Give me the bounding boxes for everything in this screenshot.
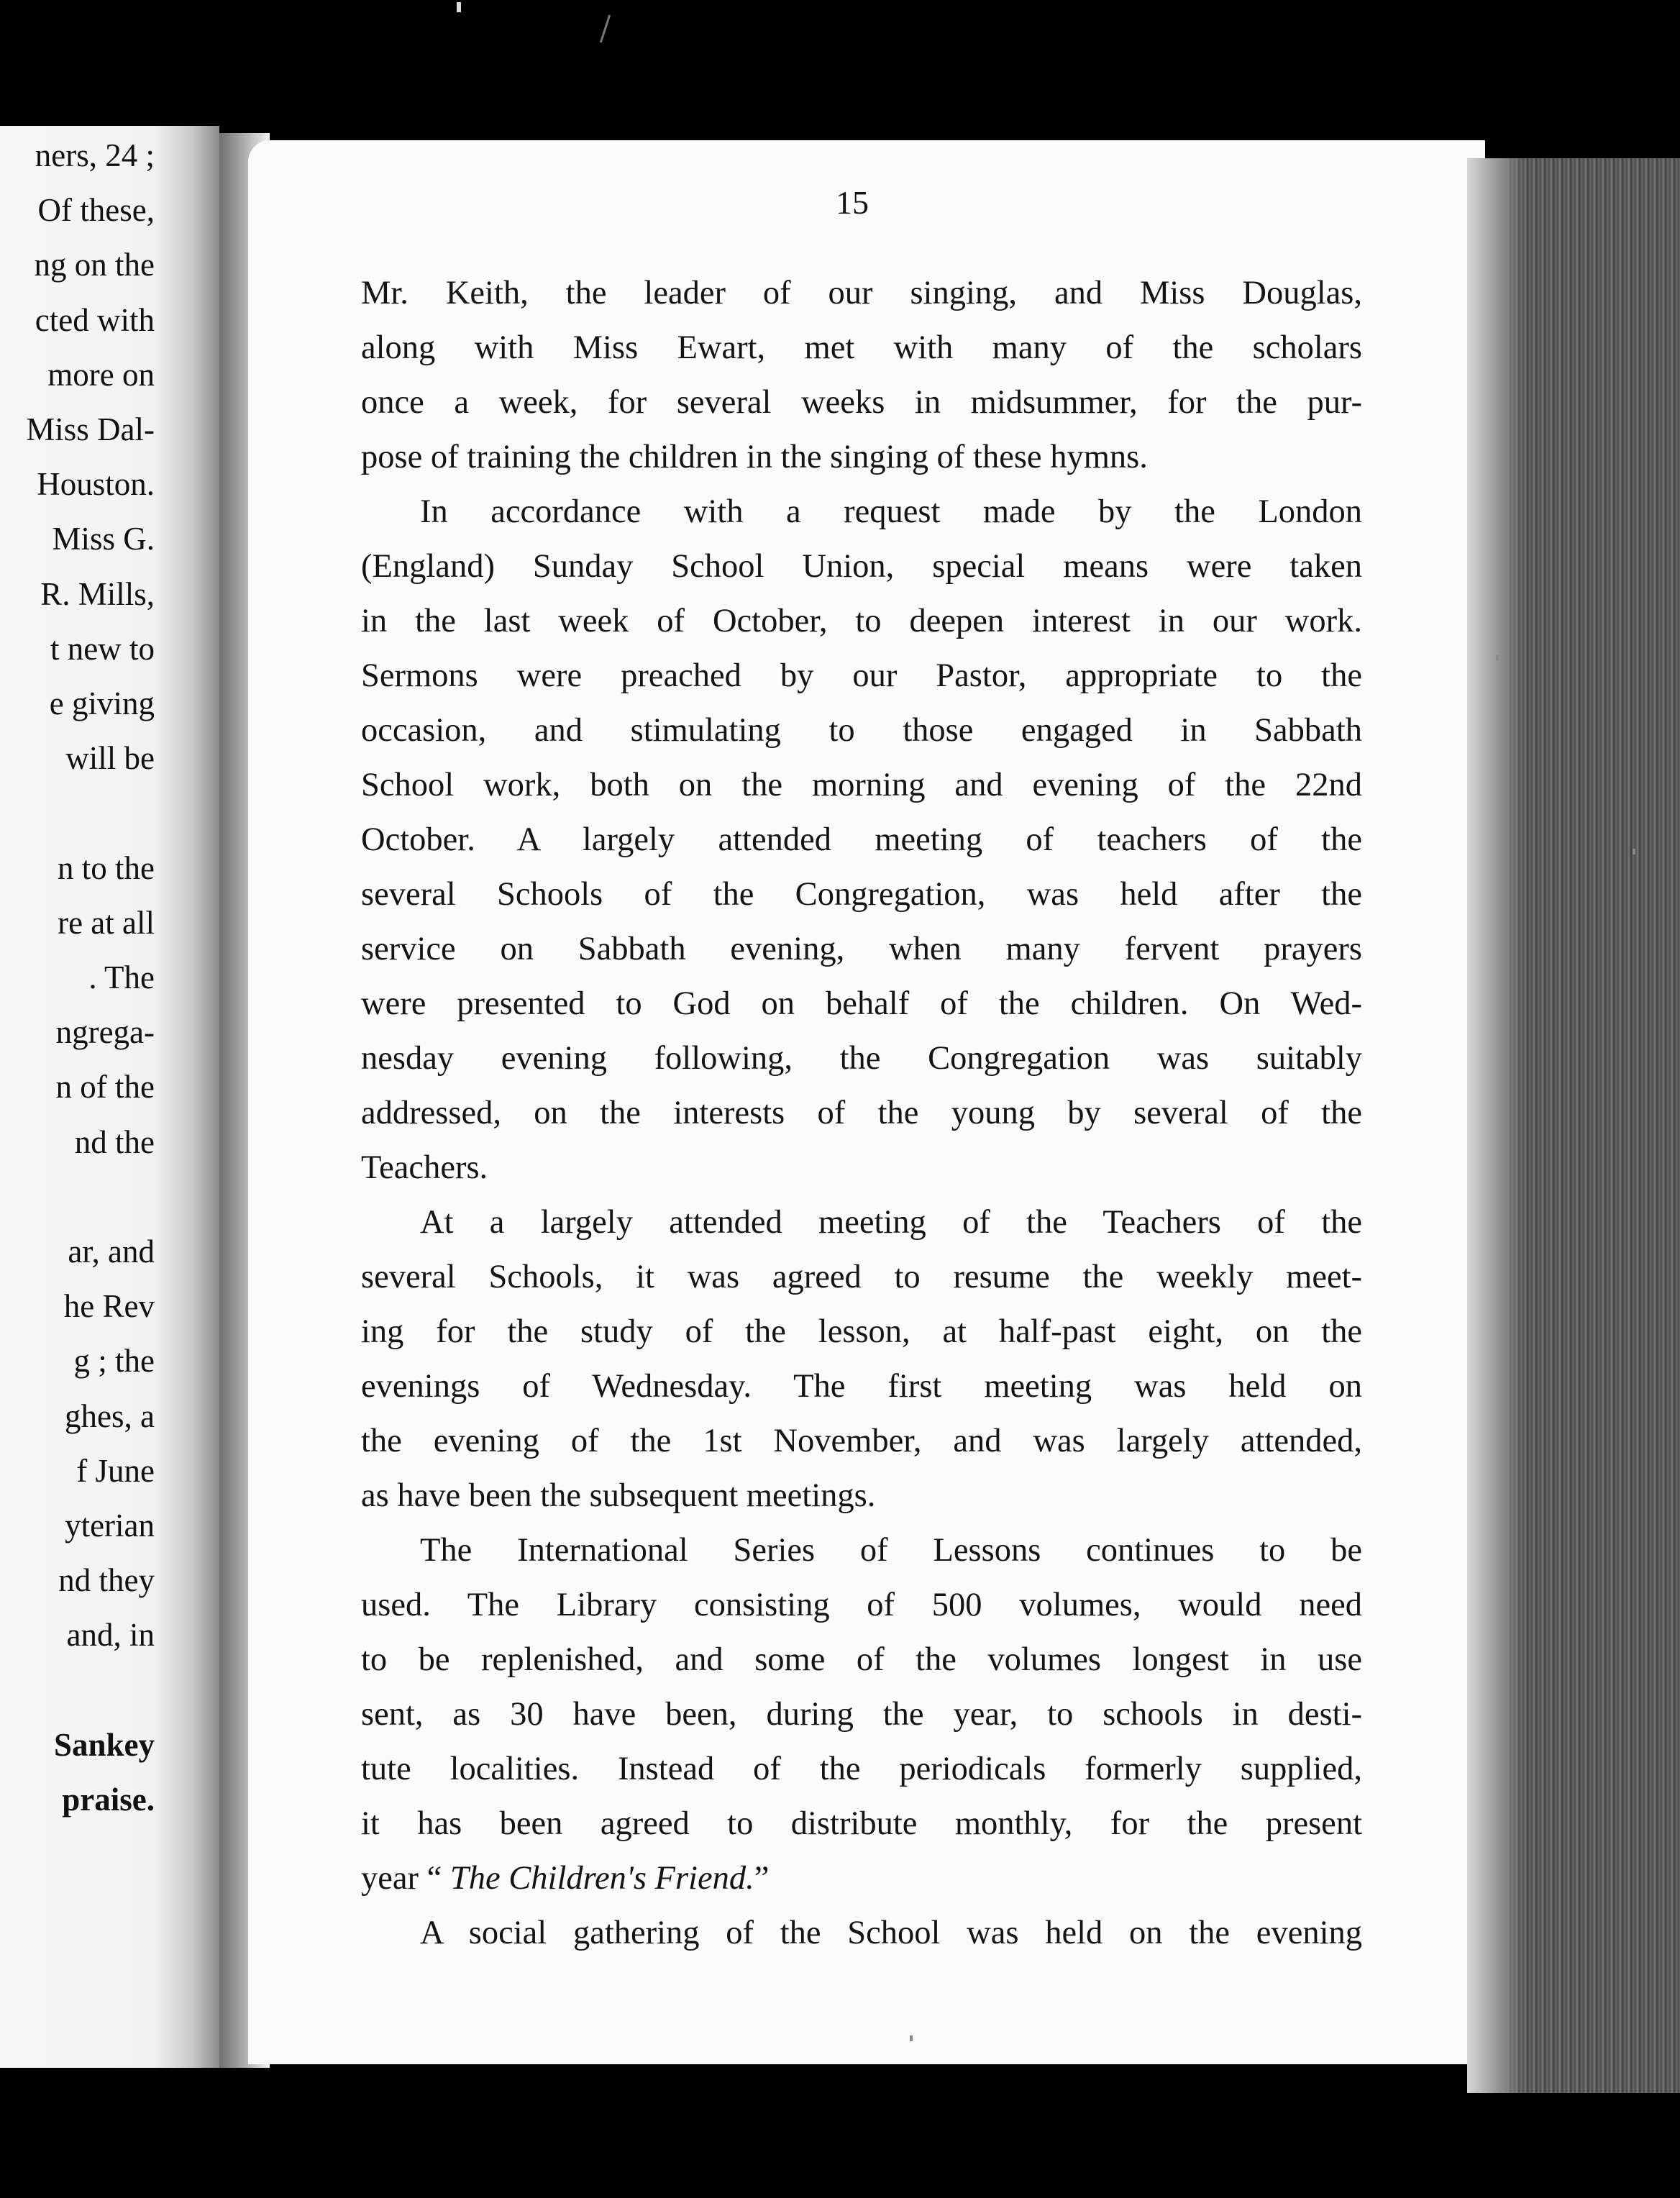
italic-title: The Children's Friend. (449, 1860, 754, 1897)
previous-page-line: R. Mills, (40, 575, 155, 612)
scan-speck (1496, 655, 1499, 660)
text-line: ing for the study of the lesson, at half-past eight, on the (361, 1313, 1362, 1350)
text-line-with-title (361, 1857, 1362, 1900)
text-line-start: year “ (361, 1860, 450, 1897)
text-line: used. The Library consisting of 500 volumes, would need (361, 1587, 1362, 1623)
previous-page-line: praise. (62, 1782, 155, 1818)
previous-page-line: ners, 24 ; (35, 137, 155, 173)
page-edge-shade (1467, 158, 1525, 2093)
text-line: in the last week of October, to deepen interest in our work. (361, 603, 1362, 639)
previous-page-line: cted with (35, 301, 155, 338)
scan-speck (1633, 849, 1635, 854)
previous-page-line: will be (65, 740, 155, 777)
previous-page-line: ngrega- (55, 1014, 155, 1051)
page-number: 15 (836, 184, 869, 221)
text-line: several Schools, it was agreed to resume the weekly meet- (361, 1259, 1362, 1295)
previous-page-line: e giving (49, 685, 155, 721)
previous-page-line: ghes, a (65, 1397, 155, 1434)
text-line: addressed, on the interests of the young by several of the (361, 1095, 1362, 1131)
text-line: (England) Sunday School Union, special means were taken (361, 548, 1362, 585)
text-line: nesday evening following, the Congregation was suitably (361, 1040, 1362, 1077)
text-line: evenings of Wednesday. The first meeting was held on (361, 1368, 1362, 1405)
previous-page-line: f June (76, 1452, 155, 1489)
text-line: to be replenished, and some of the volumes longest in use (361, 1641, 1362, 1678)
text-line: pose of training the children in the singing of these hymns. (361, 439, 1148, 475)
text-line: In accordance with a request made by the London (420, 493, 1362, 530)
text-line: occasion, and stimulating to those engaged in Sabbath (361, 712, 1362, 749)
text-line: The International Series of Lessons continues to be (420, 1532, 1362, 1569)
previous-page-line: t new to (50, 630, 155, 667)
previous-page-line: . The (88, 959, 155, 995)
scan-speck (600, 15, 611, 43)
text-line: tute localities. Instead of the periodicals formerly supplied, (361, 1751, 1362, 1787)
text-line: Sermons were preached by our Pastor, appropriate to the (361, 657, 1362, 694)
text-line: Teachers. (361, 1149, 488, 1186)
text-line: once a week, for several weeks in midsummer, for the pur- (361, 384, 1362, 421)
text-line: were presented to God on behalf of the children. On Wed- (361, 985, 1362, 1022)
text-line: October. A largely attended meeting of teachers of the (361, 821, 1362, 858)
previous-page-line: and, in (66, 1617, 155, 1654)
text-line: School work, both on the morning and evening of the 22nd (361, 767, 1362, 803)
scan-speck (910, 2035, 913, 2041)
previous-page-line: Houston. (37, 466, 155, 503)
text-line: service on Sabbath evening, when many fervent prayers (361, 931, 1362, 967)
previous-page-line: he Rev (63, 1288, 155, 1325)
previous-page-line: re at all (58, 904, 155, 941)
previous-page-text (0, 137, 155, 1879)
text-line: the evening of the 1st November, and was largely attended, (361, 1423, 1362, 1459)
previous-page-line: ar, and (68, 1233, 155, 1269)
previous-page-line: ng on the (34, 247, 155, 283)
previous-page-line: n to the (58, 849, 155, 886)
closing-quote: ” (754, 1860, 770, 1897)
scan-speck (457, 2, 461, 12)
previous-page-line: Miss G. (52, 521, 155, 557)
text-line: it has been agreed to distribute monthly, for the present (361, 1805, 1362, 1842)
previous-page-line: yterian (65, 1508, 155, 1543)
text-line: along with Miss Ewart, met with many of the scholars (361, 329, 1362, 366)
previous-page-line: g ; the (73, 1343, 155, 1380)
previous-page-line: Of these, (37, 192, 155, 229)
previous-page-line: Sankey (53, 1726, 155, 1763)
text-line: Mr. Keith, the leader of our singing, and Miss Douglas, (361, 275, 1362, 311)
previous-page-line: n of the (55, 1069, 155, 1105)
previous-page-line: more on (47, 356, 155, 393)
previous-page-line: nd they (58, 1562, 155, 1599)
previous-page-line: nd the (74, 1123, 155, 1160)
text-line: several Schools of the Congregation, was held after the (361, 876, 1362, 913)
text-line: A social gathering of the School was held on the evening (420, 1915, 1362, 1951)
text-line: At a largely attended meeting of the Teachers of the (420, 1204, 1362, 1241)
text-line: as have been the subsequent meetings. (361, 1477, 876, 1514)
text-line: sent, as 30 have been, during the year, to schools in desti- (361, 1696, 1362, 1733)
previous-page-line: Miss Dal- (26, 411, 155, 447)
